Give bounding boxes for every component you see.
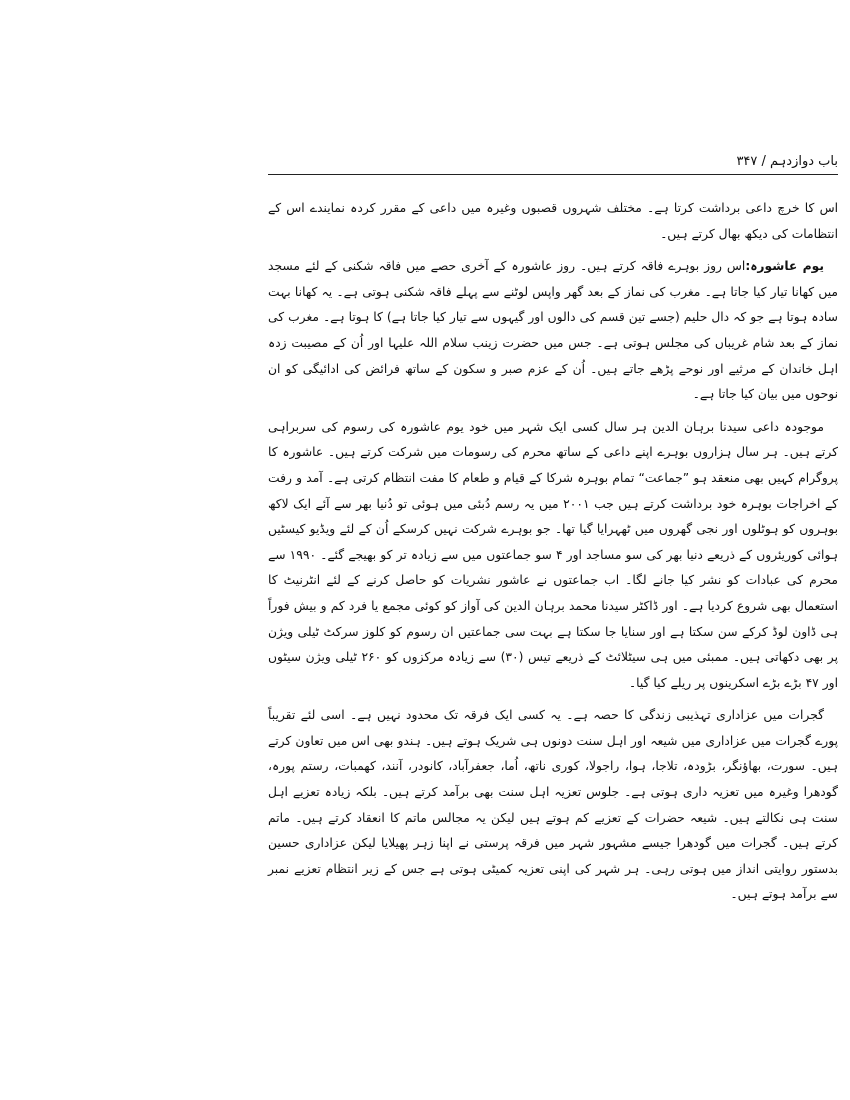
paragraph-1 [268, 196, 838, 247]
running-title: باب دوازدہم / ۳۴۷ [736, 154, 838, 169]
paragraph-2-text: اس روز بوہرے فاقہ کرتے ہیں۔ روز عاشورہ کے آخری حصے میں فاقہ شکنی کے لئے مسجد میں کھانا تیار کیا جاتا ہے۔ مغرب کی نماز کے بعد گھر واپس لوٹنے سے پہلے فاقہ شکنی ہوتی ہے۔ یہ کھانا بہت سادہ ہوتا ہے جو کہ دال حلیم (جسے تین قسم کی دالوں اور گیہوں سے تیار کیا جاتا ہے) کا ہوتا ہے۔ مغرب کی نماز کے بعد شام غریباں کی مجلس ہوتی ہے۔ جس میں حضرت زینب سلام اللہ علیہا اور اُن کے مصیبت زدہ اہل خاندان کے مرثیے اور نوحے پڑھے جاتے ہیں۔ اُن کے عزم صبر و سکون کے ساتھ فرائض کی ادائیگی کو ان نوحوں میں بیان کیا جاتا ہے۔ [268, 259, 838, 402]
page-header [268, 146, 838, 176]
header-rule [268, 174, 838, 175]
paragraph-3-text: موجودہ داعی سیدنا برہان الدین ہر سال کسی ایک شہر میں خود یوم عاشورہ کی رسوم کی سربراہی کرتے ہیں۔ ہر سال ہزاروں بوہرے اپنے داعی کے ساتھ محرم کی رسومات میں شرکت کرتے ہیں۔ عاشورہ کا پروگرام کہیں بھی منعقد ہو ”جماعت“ تمام بوہرہ شرکا کے قیام و طعام کا مفت انتظام کرتی ہے۔ آمد و رفت کے اخراجات بوہرہ خود برداشت کرتے ہیں جب ۲۰۰۱ میں یہ رسم دُبئی میں ہوئی تو دُنیا بھر سے آئے ایک لاکھ بوہروں کو ہوٹلوں اور نجی گھروں میں ٹھہرایا گیا تھا۔ جو بوہرے شرکت نہیں کرسکے اُن کے لئے ویڈیو کیسٹیں ہوائی کوریئروں کے ذریعے دنیا بھر کی سو مساجد اور ۴ سو جماعتوں میں سے زیادہ تر کو بھیجے گئے۔ ۱۹۹۰ سے محرم کی عبادات کو نشر کیا جانے لگا۔ اب جماعتوں نے عاشور نشریات کو حاصل کرنے کے لئے انٹرنیٹ کا استعمال بھی شروع کردیا ہے۔ اور ڈاکٹر سیدنا محمد برہان الدین کی آواز کو کوئی مجمع یا فرد کم و بیش فوراً ہی ڈاون لوڈ کرکے سن سکتا ہے اور سنایا جا سکتا ہے بہت سی جماعتیں ان رسوم کو کلوز سرکٹ ٹیلی ویژن پر بھی دکھاتی ہیں۔ ممبئی میں ہی سیٹلائٹ کے ذریعے تیس (۳۰) سے زیادہ مرکزوں کو ۲۶۰ ٹیلی ویژن سیٹوں اور ۴۷ بڑے بڑے اسکرینوں پر ریلے کیا گیا۔ [268, 419, 839, 690]
paragraph-2 [268, 254, 838, 408]
section-heading-youm-e-ashura: یوم عاشورہ: [745, 259, 824, 274]
body-text [268, 196, 838, 915]
paragraph-4-text: گجرات میں عزاداری تہذیبی زندگی کا حصہ ہے۔ یہ کسی ایک فرقہ تک محدود نہیں ہے۔ اسی لئے تقریباً پورے گجرات میں عزاداری میں شیعہ اور اہل سنت دونوں ہی شریک ہوتے ہیں۔ ہندو بھی اس میں تعاون کرتے ہیں۔ سورت، بھاؤنگر، بڑودہ، تلاجا، ہوا، راجولا، کوری ناتھ، اُما، جعفرآباد، کانودر، آنند، کھمبات، رستم پورہ، گودھرا وغیرہ میں تعزیہ داری ہوتی ہے۔ جلوس تعزیہ اہل سنت بھی برآمد کرتے ہیں۔ بلکہ زیادہ تعزیے اہل سنت ہی نکالتے ہیں۔ شیعہ حضرات کے تعزیے کم ہوتے ہیں لیکن یہ مجالس ماتم کا انعقاد کرتے ہیں۔ ماتم کرتے ہیں۔ گجرات میں گودھرا جیسے مشہور شہر میں فرقہ پرستی نے اپنا زہر پھیلایا لیکن عزاداری حسین بدستور روایتی انداز میں ہوتی رہی۔ ہر شہر کی اپنی تعزیہ کمیٹی ہوتی ہے جس کے زیر انتظام تعزیے نمبر سے برآمد ہوتے ہیں۔ [268, 708, 838, 902]
paragraph-3 [268, 415, 838, 697]
paragraph-4 [268, 703, 838, 908]
paragraph-1-text: اس کا خرچ داعی برداشت کرتا ہے۔ مختلف شہروں قصبوں وغیرہ میں داعی کے مقرر کردہ نمایندے اس کے انتظامات کی دیکھ بھال کرتے ہیں۔ [268, 201, 838, 241]
